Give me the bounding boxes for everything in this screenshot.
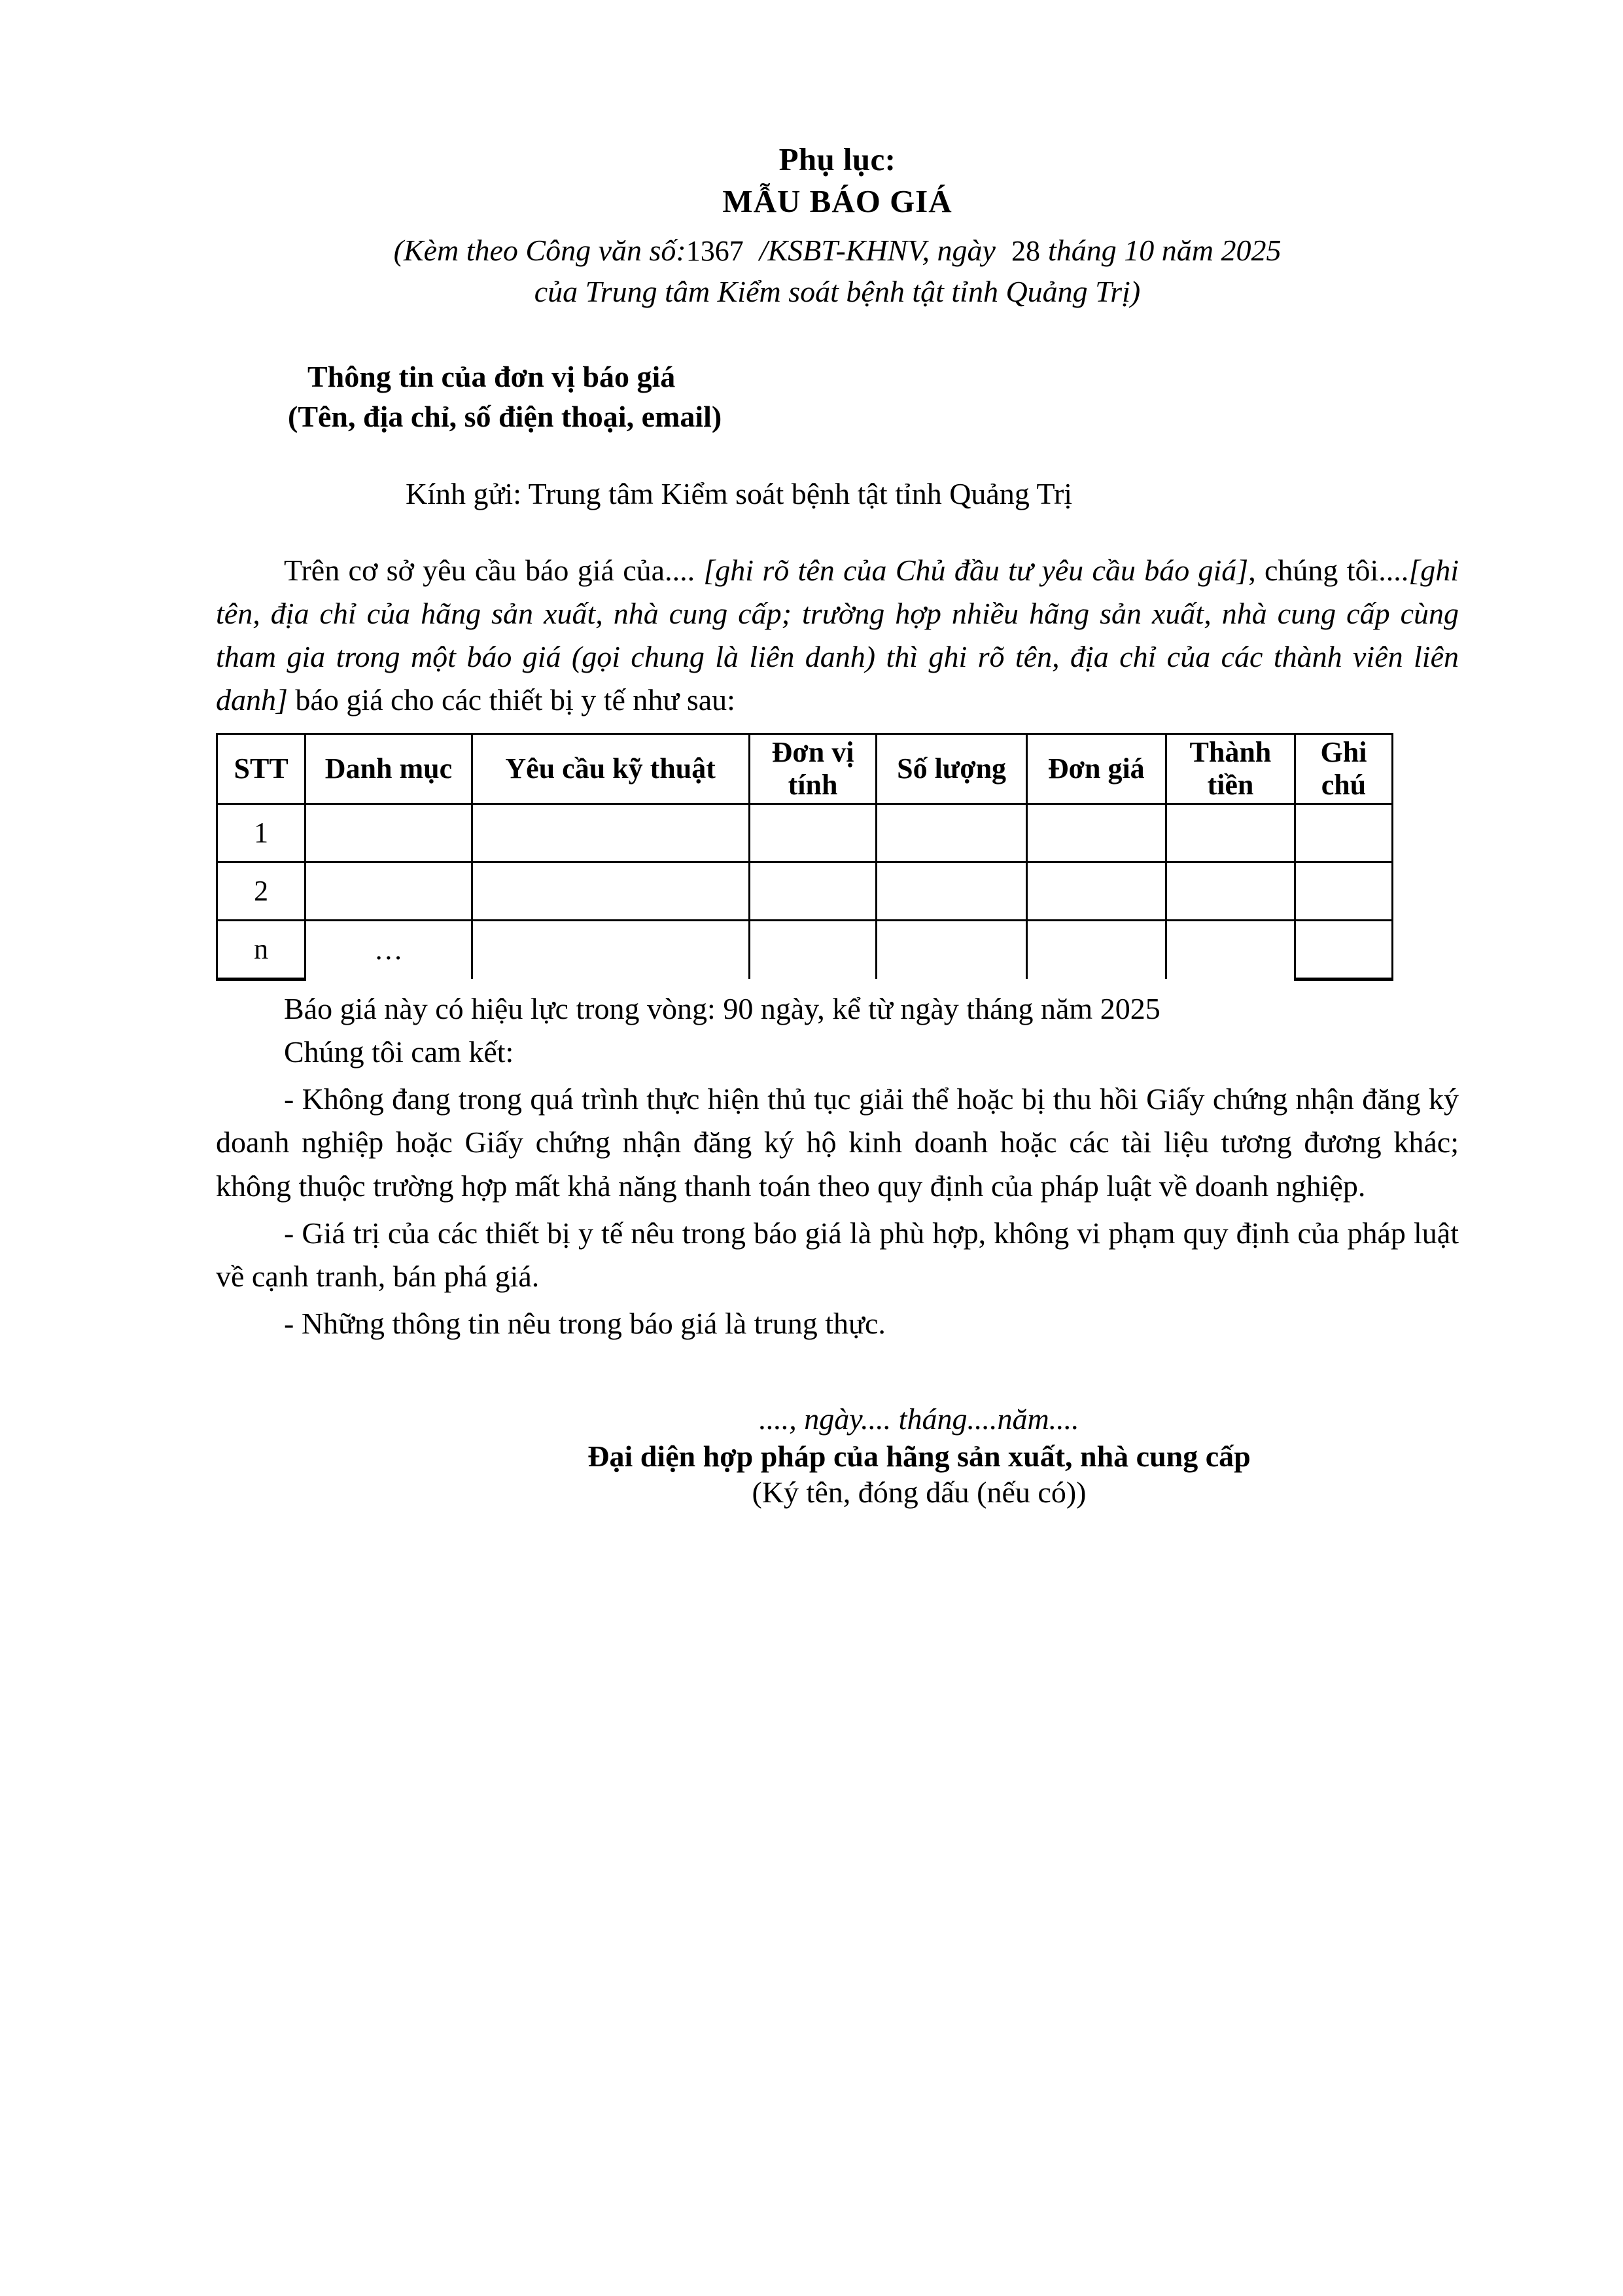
- commitment-text: - Những thông tin nêu trong báo giá là trung thực.: [284, 1307, 886, 1341]
- commit-heading-line: [216, 1031, 1459, 1074]
- intro-part-2: , chúng tôi....: [1248, 553, 1409, 587]
- column-header-danh-muc: Danh mục: [305, 733, 472, 804]
- cell-don-vi-tinh[interactable]: [749, 804, 877, 862]
- appendix-label: Phụ lục:: [778, 141, 896, 177]
- table-header-row: [217, 733, 1393, 804]
- attachment-doc-number: 1367: [686, 234, 744, 267]
- cell-stt[interactable]: 2: [217, 862, 305, 920]
- commitment-list: [216, 1078, 1459, 1345]
- validity-section: [216, 987, 1459, 1074]
- cell-don-gia[interactable]: [1026, 862, 1166, 920]
- column-header-don-gia: Đơn giá: [1026, 733, 1166, 804]
- intro-part-1: Trên cơ sở yêu cầu báo giá của....: [284, 553, 695, 587]
- quotation-table: [216, 733, 1393, 981]
- cell-so-luong[interactable]: [877, 920, 1026, 979]
- attachment-reference-line-1: [216, 231, 1459, 270]
- validity-text: Báo giá này có hiệu lực trong vòng: 90 ngày, kể từ ngày tháng năm 2025: [284, 991, 1161, 1025]
- intro-italic-1: [ghi rõ tên của Chủ đầu tư yêu cầu báo giá]: [703, 553, 1249, 587]
- supplier-info-heading: Thông tin của đơn vị báo giá: [307, 360, 676, 394]
- attachment-prefix: (Kèm theo Công văn số:: [393, 233, 686, 267]
- commitment-text: - Giá trị của các thiết bị y tế nêu trong báo giá là phù hợp, không vi phạm quy định của pháp luật về cạnh tranh, bán phá giá.: [216, 1216, 1459, 1293]
- signature-date-line: ...., ngày.... tháng....năm....: [759, 1402, 1079, 1436]
- attachment-issuer: của Trung tâm Kiểm soát bệnh tật tỉnh Quảng Trị): [534, 275, 1141, 309]
- commitment-item: [216, 1078, 1459, 1208]
- column-header-thanh-tien: Thành tiền: [1166, 733, 1295, 804]
- cell-thanh-tien[interactable]: [1166, 804, 1295, 862]
- intro-italic-2: [ghi tên, địa chỉ của hãng sản xuất, nhà cung cấp; trường hợp nhiều hãng sản xuất, nhà cung cấp cùng tham gia trong một báo giá (gọi chung là liên danh) thì ghi rõ tên, địa chỉ của các thành viên liên danh]: [216, 553, 1459, 717]
- signature-block: [582, 1402, 1256, 1510]
- cell-don-gia[interactable]: [1026, 804, 1166, 862]
- commitment-item: [216, 1212, 1459, 1298]
- cell-thanh-tien[interactable]: [1166, 862, 1295, 920]
- page-title: MẪU BÁO GIÁ: [722, 183, 952, 219]
- table-row: [217, 862, 1393, 920]
- commitment-item: [216, 1302, 1459, 1345]
- attachment-doc-code: /KSBT-KHNV, ngày: [759, 233, 996, 267]
- document-title-block: [216, 141, 1459, 221]
- column-header-yeu-cau: Yêu cầu kỹ thuật: [472, 733, 749, 804]
- cell-danh-muc[interactable]: …: [305, 920, 472, 979]
- cell-don-vi-tinh[interactable]: [749, 920, 877, 979]
- signature-role: Đại diện hợp pháp của hãng sản xuất, nhà cung cấp: [587, 1439, 1251, 1474]
- cell-thanh-tien[interactable]: [1166, 920, 1295, 979]
- cell-so-luong[interactable]: [877, 804, 1026, 862]
- signature-note: (Ký tên, đóng dấu (nếu có)): [752, 1475, 1087, 1510]
- commitment-text: - Không đang trong quá trình thực hiện thủ tục giải thể hoặc bị thu hồi Giấy chứng nhận đăng ký doanh nghiệp hoặc Giấy chứng nhận đăng ký hộ kinh doanh hoặc các tài liệu tương đương khác; không thuộc trường hợp mất khả năng thanh toán theo quy định của pháp luật về doanh nghiệp.: [216, 1082, 1459, 1203]
- validity-line: [216, 987, 1459, 1031]
- supplier-info-block: [288, 357, 1459, 436]
- cell-don-vi-tinh[interactable]: [749, 862, 877, 920]
- cell-stt[interactable]: n: [217, 920, 305, 979]
- column-header-don-vi-tinh: Đơn vị tính: [749, 733, 877, 804]
- column-header-so-luong: Số lượng: [877, 733, 1026, 804]
- column-header-stt: STT: [217, 733, 305, 804]
- cell-ghi-chu[interactable]: [1295, 804, 1392, 862]
- attachment-day: 28: [1011, 234, 1040, 267]
- cell-so-luong[interactable]: [877, 862, 1026, 920]
- recipient-line: Kính gửi: Trung tâm Kiểm soát bệnh tật tỉnh Quảng Trị: [406, 476, 1073, 510]
- supplier-info-subheading: (Tên, địa chỉ, số điện thoại, email): [288, 399, 722, 433]
- document-content: [216, 141, 1459, 1510]
- attachment-reference: [216, 231, 1459, 312]
- cell-yeu-cau[interactable]: [472, 804, 749, 862]
- intro-paragraph: [216, 549, 1459, 722]
- cell-ghi-chu[interactable]: [1295, 920, 1392, 979]
- cell-yeu-cau[interactable]: [472, 862, 749, 920]
- intro-part-3: báo giá cho các thiết bị y tế như sau:: [287, 683, 735, 717]
- cell-stt[interactable]: 1: [217, 804, 305, 862]
- column-header-ghi-chu: Ghi chú: [1295, 733, 1392, 804]
- table-row: [217, 920, 1393, 979]
- cell-danh-muc[interactable]: [305, 804, 472, 862]
- cell-yeu-cau[interactable]: [472, 920, 749, 979]
- cell-danh-muc[interactable]: [305, 862, 472, 920]
- commit-heading: Chúng tôi cam kết:: [284, 1034, 514, 1069]
- attachment-month-year: tháng 10 năm 2025: [1047, 233, 1282, 267]
- cell-don-gia[interactable]: [1026, 920, 1166, 979]
- cell-ghi-chu[interactable]: [1295, 862, 1392, 920]
- table-row: [217, 804, 1393, 862]
